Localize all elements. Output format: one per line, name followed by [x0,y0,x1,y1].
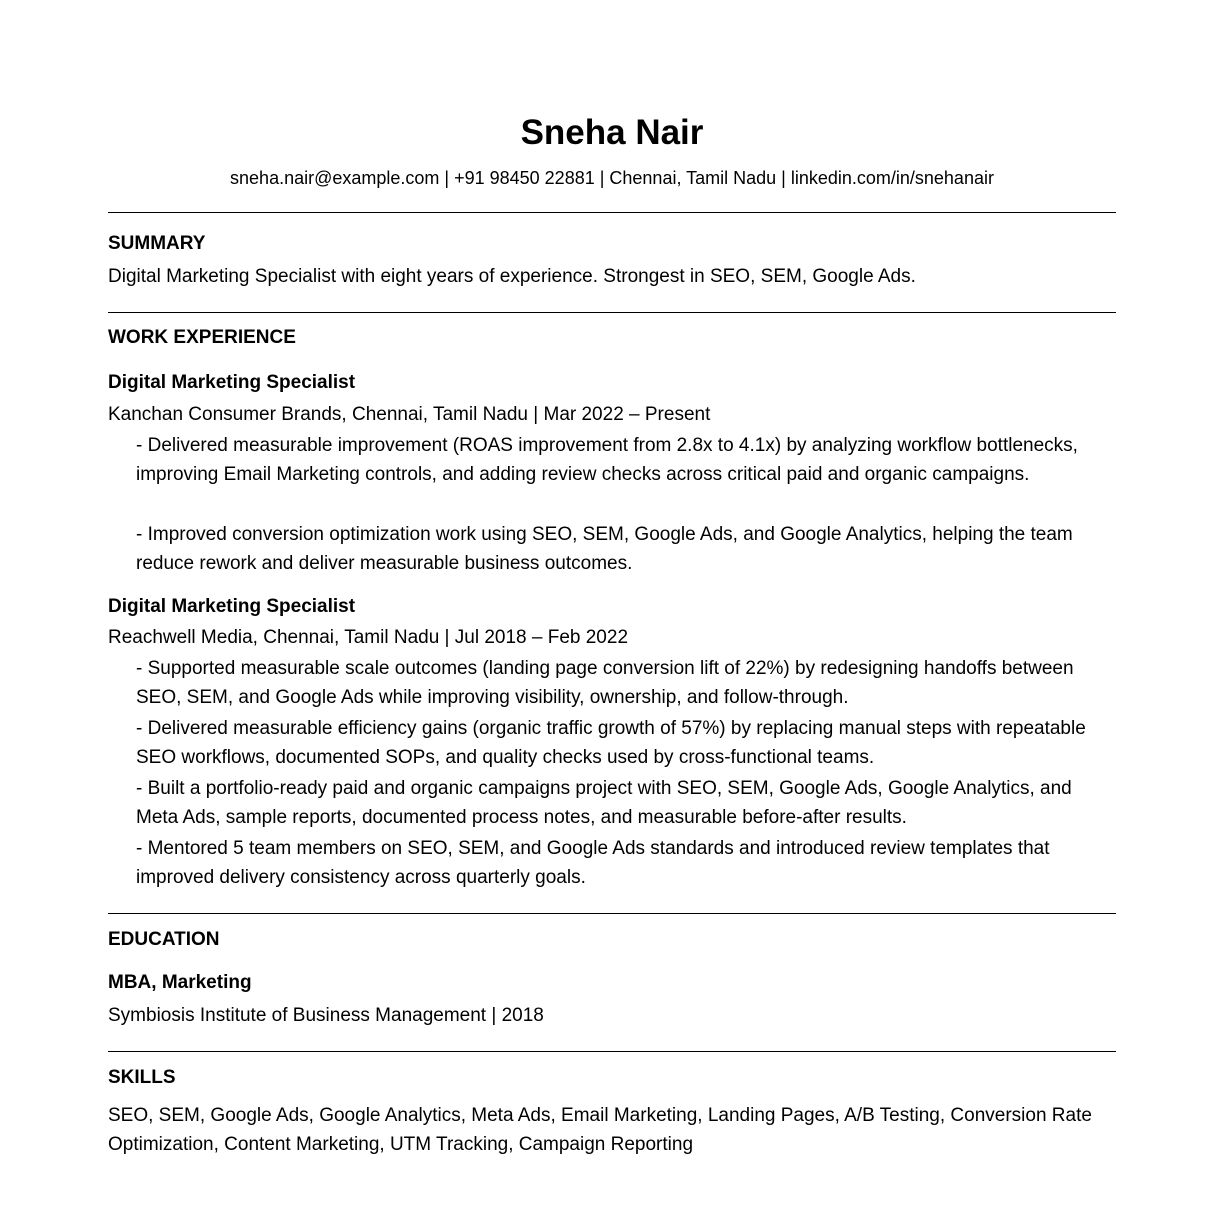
experience-heading: WORK EXPERIENCE [108,327,296,348]
job-meta: Kanchan Consumer Brands, Chennai, Tamil Nadu | Mar 2022 – Present [108,404,711,425]
divider [108,913,1116,914]
education-school: Symbiosis Institute of Business Management | 2018 [108,1005,544,1026]
summary-text: Digital Marketing Specialist with eight years of experience. Strongest in SEO, SEM, Google Ads. [108,266,916,287]
job-bullet: - Improved conversion optimization work using SEO, SEM, Google Ads, and Google Analytics, helping the team reduce rework and deliver measurable business outcomes. [136,524,1073,574]
job-title: Digital Marketing Specialist [108,372,356,393]
job-title: Digital Marketing Specialist [108,596,356,617]
job-bullet: - Delivered measurable improvement (ROAS improvement from 2.8x to 4.1x) by analyzing workflow bottlenecks, improving Email Marketing controls, and adding review checks across critical paid and organic campaigns. [136,435,1078,485]
education-heading: EDUCATION [108,929,220,950]
candidate-name: Sneha Nair [520,113,704,152]
divider [108,312,1116,313]
job-meta: Reachwell Media, Chennai, Tamil Nadu | Jul 2018 – Feb 2022 [108,627,629,648]
summary-heading: SUMMARY [108,233,206,254]
job-bullet: - Mentored 5 team members on SEO, SEM, and Google Ads standards and introduced review templates that improved delivery consistency across quarterly goals. [136,838,1050,888]
job-bullet: - Built a portfolio-ready paid and organic campaigns project with SEO, SEM, Google Ads, Google Analytics, and Meta Ads, sample reports, documented process notes, and measurable before-after results. [136,778,1072,828]
job-bullet: - Delivered measurable efficiency gains (organic traffic growth of 57%) by replacing manual steps with repeatable SEO workflows, documented SOPs, and quality checks used by cross-functional teams. [136,718,1086,768]
skills-list: SEO, SEM, Google Ads, Google Analytics, Meta Ads, Email Marketing, Landing Pages, A/B Testing, Conversion Rate Optimization, Content Marketing, UTM Tracking, Campaign Reporting [108,1105,1092,1155]
divider [108,1051,1116,1052]
skills-heading: SKILLS [108,1067,176,1088]
contact-line: sneha.nair@example.com | +91 98450 22881 | Chennai, Tamil Nadu | linkedin.com/in/snehanair [230,168,994,188]
education-degree: MBA, Marketing [108,972,252,993]
divider [108,212,1116,213]
job-bullet: - Supported measurable scale outcomes (landing page conversion lift of 22%) by redesigning handoffs between SEO, SEM, and Google Ads while improving visibility, ownership, and follow-through. [136,658,1074,708]
